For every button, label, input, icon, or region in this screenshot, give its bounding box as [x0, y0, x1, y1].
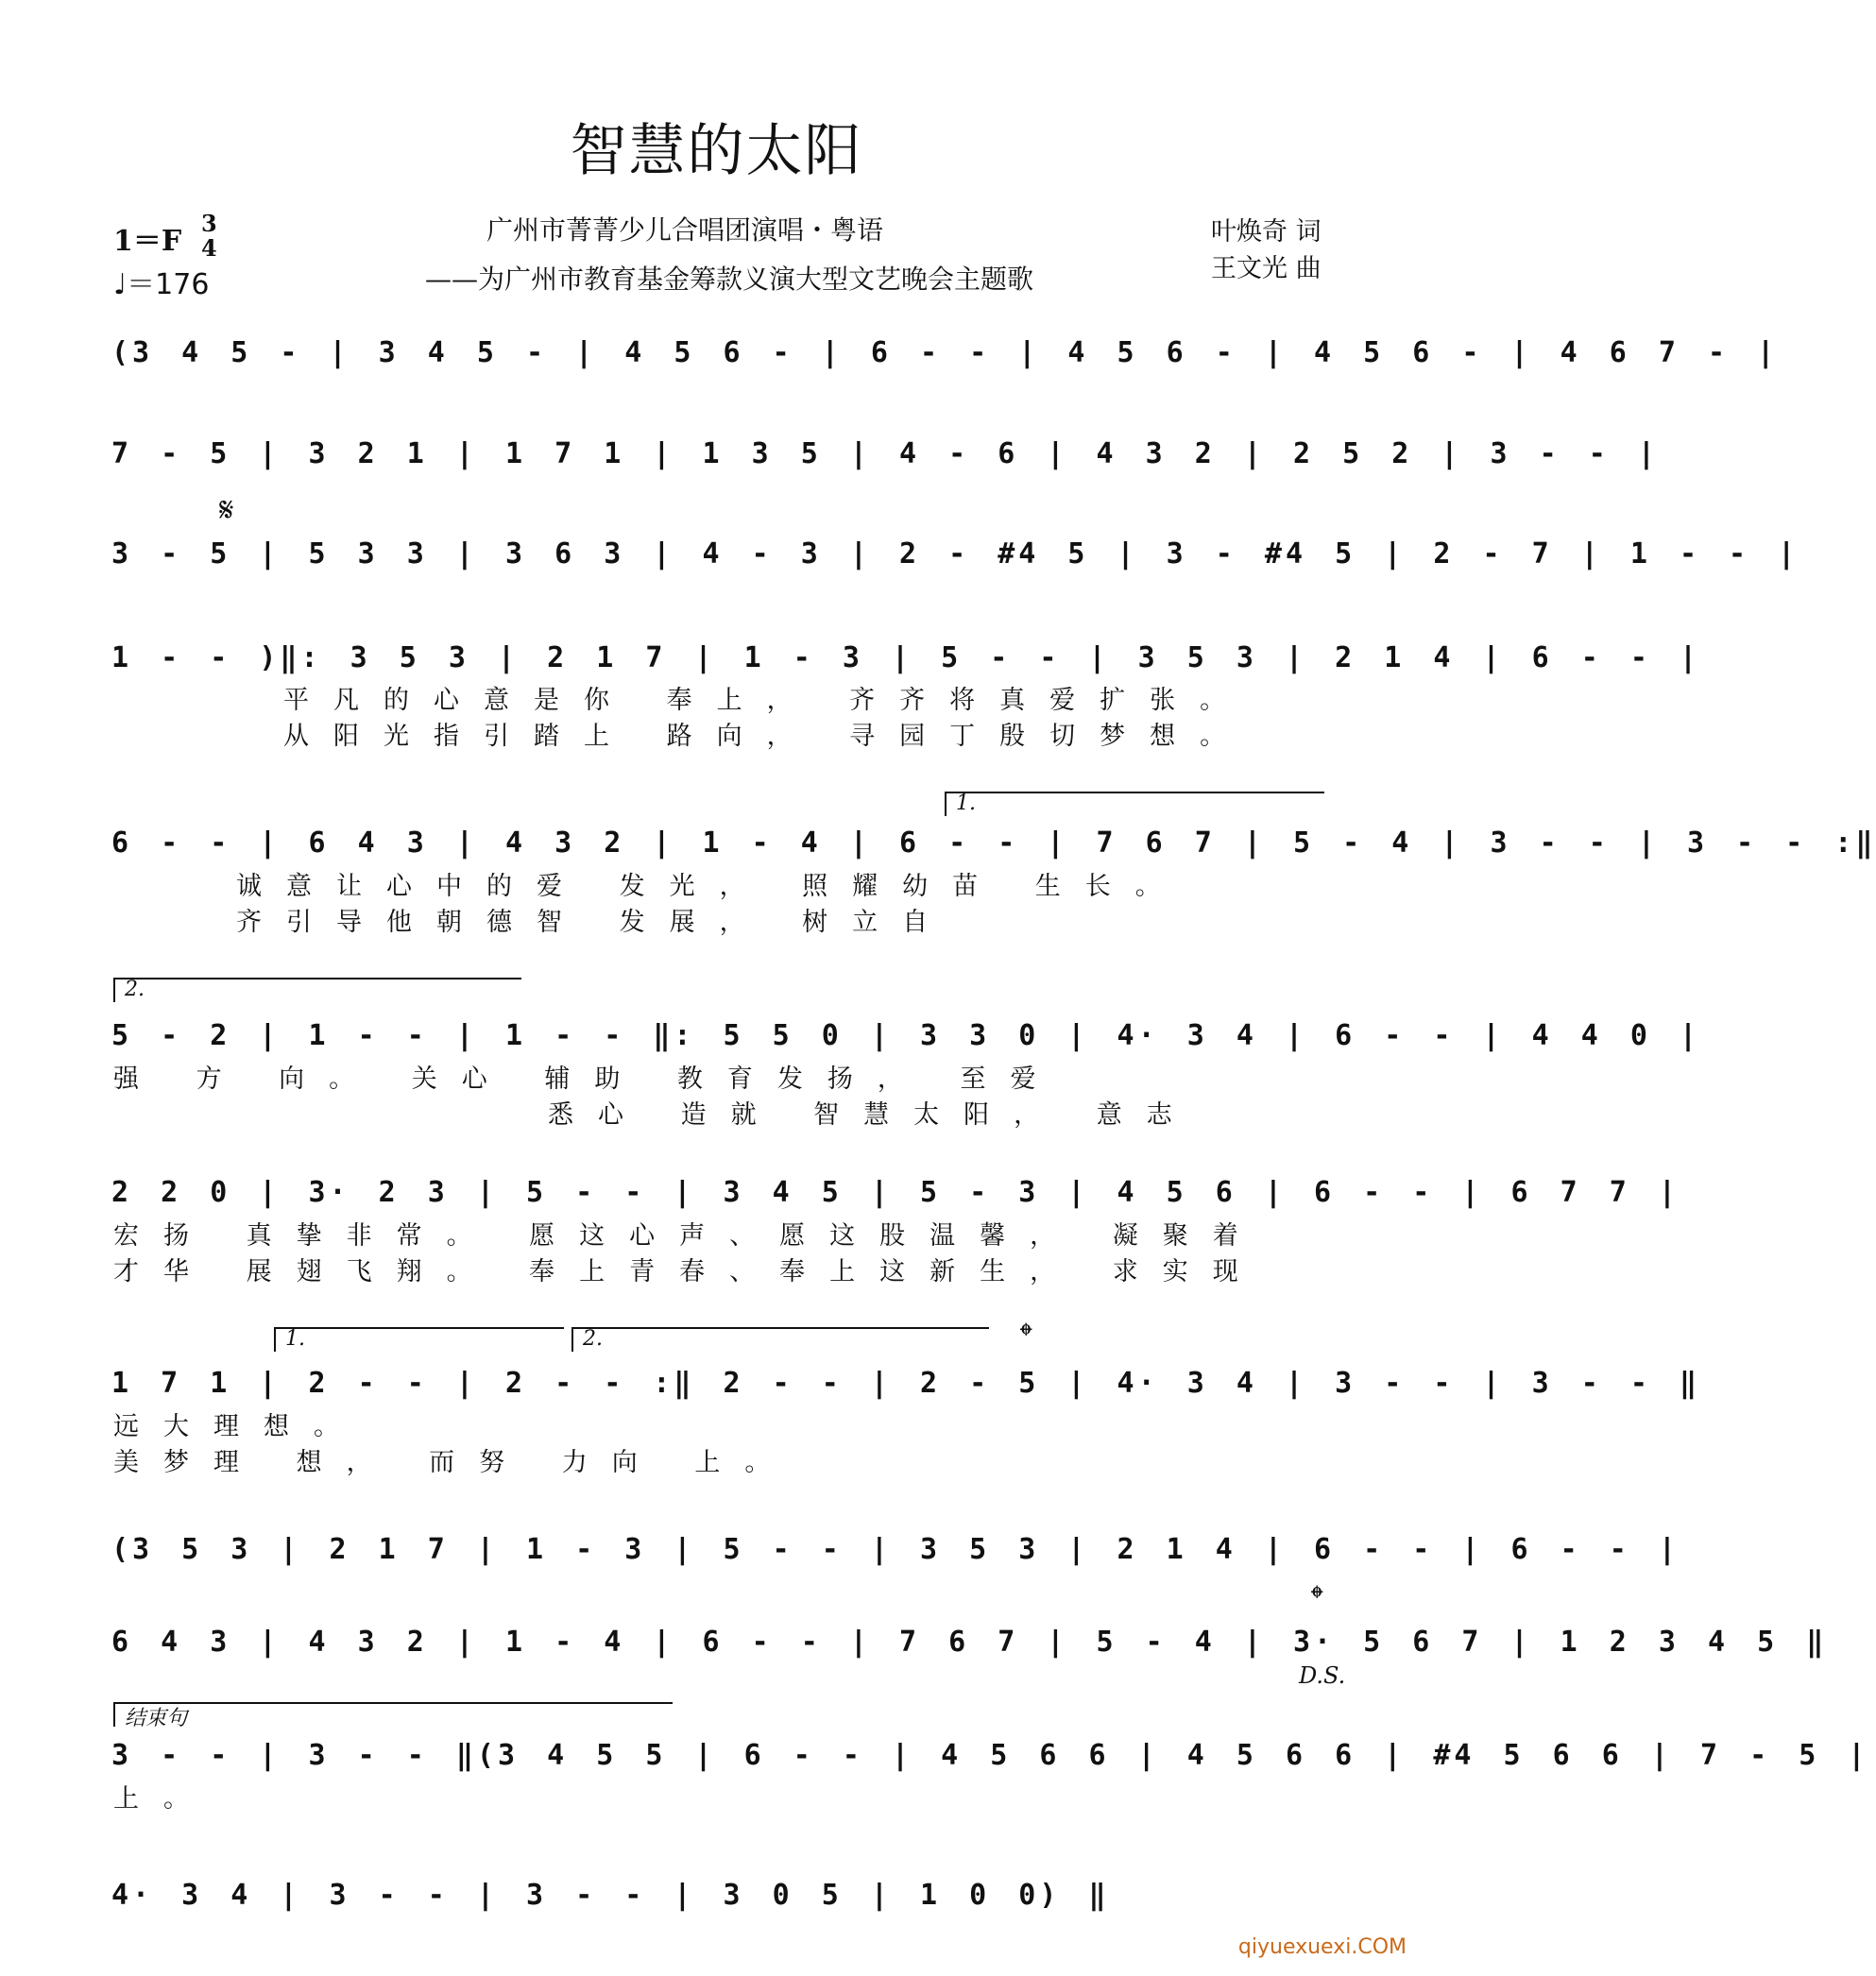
lyricist: 叶焕奇 词 — [1211, 217, 1322, 247]
volta-bracket-1 — [945, 792, 1324, 816]
lyric-line-5a: 诚意让心中的爱 发光， 照耀幼苗 生长。 — [236, 872, 1185, 901]
song-title: 智慧的太阳 — [570, 118, 863, 184]
coda-sign-2: 𝄌 — [1311, 1579, 1323, 1618]
lyric-line-4b: 从阳光指引踏上 路向， 寻园丁殷切梦想。 — [283, 722, 1251, 751]
composer: 王文光 曲 — [1211, 254, 1322, 283]
subtitle: ——为广州市教育基金筹款义演大型文艺晚会主题歌 — [425, 264, 1034, 295]
notation-line-9: (3 5 3 | 2 1 7 | 1 - 3 | 5 - - | 3 5 3 | 2 1 4 | 6 - - | 6 - - | — [111, 1533, 1680, 1566]
lyric-line-7b: 才华 展翅飞翔。 奉上青春、奉上这新生， 求实现 — [113, 1257, 1263, 1286]
lyric-line-6b: 悉心 造就 智慧太阳， 意志 — [548, 1100, 1197, 1130]
lyric-line-6a: 强 方 向。 关心 辅助 教育发扬， 至爱 — [113, 1065, 1061, 1094]
segno-sign: 𝄋 — [219, 491, 234, 530]
lyric-line-4a: 平凡的心意是你 奉上， 齐齐将真爱扩张。 — [283, 686, 1251, 715]
performer-line: 广州市菁菁少儿合唱团演唱・粤语 — [486, 214, 884, 246]
lyric-line-7a: 宏扬 真挚非常。 愿这心声、愿这股温馨， 凝聚着 — [113, 1221, 1263, 1251]
notation-line-10: 6 4 3 | 4 3 2 | 1 - 4 | 6 - - | 7 6 7 | 5 - 4 | 3· 5 6 7 | 1 2 3 4 5 ‖ — [111, 1626, 1828, 1659]
dal-segno-mark: D.S. — [1299, 1662, 1346, 1689]
notation-line-3: 3 - 5 | 5 3 3 | 3 6 3 | 4 - 3 | 2 - #4 5 | 3 - #4 5 | 2 - 7 | 1 - - | — [111, 537, 1799, 571]
notation-line-6: 5 - 2 | 1 - - | 1 - - ‖: 5 5 0 | 3 3 0 | 4· 3 4 | 6 - - | 4 4 0 | — [111, 1019, 1700, 1052]
watermark: qiyuexuexi.COM — [1237, 1935, 1407, 1959]
coda-sign-1: 𝄌 — [1020, 1317, 1032, 1355]
volta-bracket-4 — [571, 1327, 989, 1352]
notation-line-5: 6 - - | 6 4 3 | 4 3 2 | 1 - 4 | 6 - - | 7 6 7 | 5 - 4 | 3 - - | 3 - - :‖ — [111, 826, 1876, 860]
key-signature: 1＝F — [113, 225, 182, 258]
tempo-marking: ♩＝176 — [113, 268, 210, 301]
time-signature-bottom: 4 — [201, 234, 217, 262]
volta-label-2: 2. — [125, 978, 145, 1001]
time-signature — [201, 212, 217, 261]
ending-label: 结束句 — [125, 1707, 188, 1730]
volta-label-4: 2. — [583, 1327, 603, 1351]
notation-line-1: (3 4 5 - | 3 4 5 - | 4 5 6 - | 6 - - | 4 5 6 - | 4 5 6 - | 4 6 7 - | — [111, 336, 1779, 369]
notation-line-11: 3 - - | 3 - - ‖(3 4 5 5 | 6 - - | 4 5 6 6 | 4 5 6 6 | #4 5 6 6 | 7 - 5 | — [111, 1739, 1869, 1772]
notation-line-7: 2 2 0 | 3· 2 3 | 5 - - | 3 4 5 | 5 - 3 | 4 5 6 | 6 - - | 6 7 7 | — [111, 1176, 1680, 1209]
notation-line-12: 4· 3 4 | 3 - - | 3 - - | 3 0 5 | 1 0 0) ‖ — [111, 1879, 1110, 1912]
lyric-line-11a: 上。 — [113, 1784, 213, 1814]
volta-bracket-2 — [113, 978, 521, 1002]
lyric-line-8a: 远大理想。 — [113, 1412, 364, 1441]
lyric-line-5b: 齐引导他朝德智 发展， 树立自 — [236, 908, 953, 937]
credits — [1211, 213, 1322, 287]
notation-line-8: 1 7 1 | 2 - - | 2 - - :‖ 2 - - | 2 - 5 | 4· 3 4 | 3 - - | 3 - - ‖ — [111, 1367, 1700, 1400]
notation-line-2: 7 - 5 | 3 2 1 | 1 7 1 | 1 3 5 | 4 - 6 | 4 3 2 | 2 5 2 | 3 - - | — [111, 437, 1659, 470]
ending-bracket — [113, 1702, 673, 1727]
volta-label-3: 1. — [285, 1327, 305, 1351]
volta-bracket-3 — [274, 1327, 564, 1352]
volta-label-1: 1. — [956, 792, 976, 815]
notation-line-4: 1 - - )‖: 3 5 3 | 2 1 7 | 1 - 3 | 5 - - | 3 5 3 | 2 1 4 | 6 - - | — [111, 641, 1700, 674]
lyric-line-8b: 美梦理 想， 而努 力向 上。 — [113, 1448, 795, 1477]
time-signature-top: 3 — [201, 210, 217, 237]
